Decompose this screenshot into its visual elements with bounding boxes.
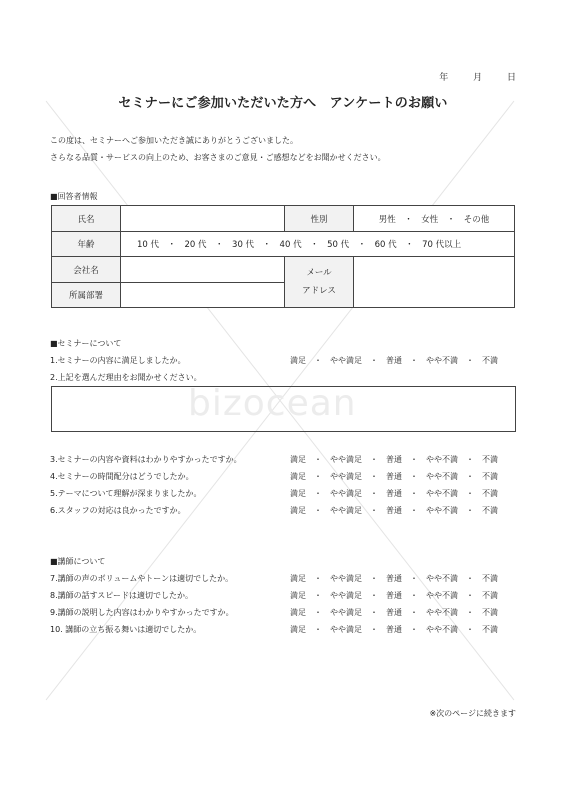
question-1: 1.セミナーの内容に満足しましたか。 [50,356,186,365]
section-seminar-heading: ■セミナーについて [50,339,122,348]
date-line [417,70,516,83]
rating-options-q9[interactable]: 満足 ・ やや満足 ・ 普通 ・ やや不満 ・ 不満 [290,608,498,617]
rating-options-q1[interactable]: 満足 ・ やや満足 ・ 普通 ・ やや不満 ・ 不満 [290,356,498,365]
company-field[interactable] [121,257,285,283]
question-4: 4.セミナーの時間配分はどうでしたか。 [50,472,194,481]
name-field[interactable] [121,206,285,232]
rating-options-q8[interactable]: 満足 ・ やや満足 ・ 普通 ・ やや不満 ・ 不満 [290,591,498,600]
section-respondent-heading: ■回答者情報 [50,192,98,201]
section-lecturer-heading: ■講師について [50,557,106,566]
age-label: 年齢 [52,232,121,257]
watermark-logo: bizocean [188,383,357,424]
rating-options-q5[interactable]: 満足 ・ やや満足 ・ 普通 ・ やや不満 ・ 不満 [290,489,498,498]
question-5: 5.テーマについて理解が深まりましたか。 [50,489,202,498]
rating-options-q4[interactable]: 満足 ・ やや満足 ・ 普通 ・ やや不満 ・ 不満 [290,472,498,481]
page-title: セミナーにご参加いただいた方へ アンケートのお願い [118,96,448,111]
rating-options-q7[interactable]: 満足 ・ やや満足 ・ 普通 ・ やや不満 ・ 不満 [290,574,498,583]
department-field[interactable] [121,283,285,308]
rating-options-q6[interactable]: 満足 ・ やや満足 ・ 普通 ・ やや不満 ・ 不満 [290,506,498,515]
age-options[interactable]: 10 代 ・ 20 代 ・ 30 代 ・ 40 代 ・ 50 代 ・ 60 代 ・ 70 代以上 [121,232,515,257]
email-label-line-2: アドレス [302,286,336,296]
email-label-line-1: メール [306,268,332,278]
email-field[interactable] [354,257,515,308]
respondent-table [51,205,515,308]
email-label [285,257,354,308]
year-label: 年 [439,73,449,83]
question-10: 10. 講師の立ち振る舞いは適切でしたか。 [50,625,202,634]
question-9: 9.講師の説明した内容はわかりやすかったですか。 [50,608,234,617]
question-2: 2.上記を選んだ理由をお聞かせください。 [50,373,202,382]
month-label: 月 [473,73,483,83]
rating-options-q3[interactable]: 満足 ・ やや満足 ・ 普通 ・ やや不満 ・ 不満 [290,455,498,464]
reason-textarea[interactable] [51,386,516,432]
name-label: 氏名 [52,206,121,232]
department-label: 所属部署 [52,283,121,308]
question-8: 8.講師の話すスピードは適切でしたか。 [50,591,193,600]
continued-note: ※次のページに続きます [429,709,516,718]
gender-options[interactable]: 男性 ・ 女性 ・ その他 [354,206,515,232]
question-3: 3.セミナーの内容や資料はわかりやすかったですか。 [50,455,242,464]
day-label: 日 [506,73,516,83]
gender-label: 性別 [285,206,354,232]
question-6: 6.スタッフの対応は良かったですか。 [50,506,186,515]
intro-line-1: この度は、セミナーへご参加いただき誠にありがとうございました。 [50,136,298,145]
question-7: 7.講師の声のボリュームやトーンは適切でしたか。 [50,574,234,583]
company-label: 会社名 [52,257,121,283]
rating-options-q10[interactable]: 満足 ・ やや満足 ・ 普通 ・ やや不満 ・ 不満 [290,625,498,634]
intro-line-2: さらなる品質・サービスの向上のため、お客さまのご意見・ご感想などをお聞かせください。 [50,153,386,162]
